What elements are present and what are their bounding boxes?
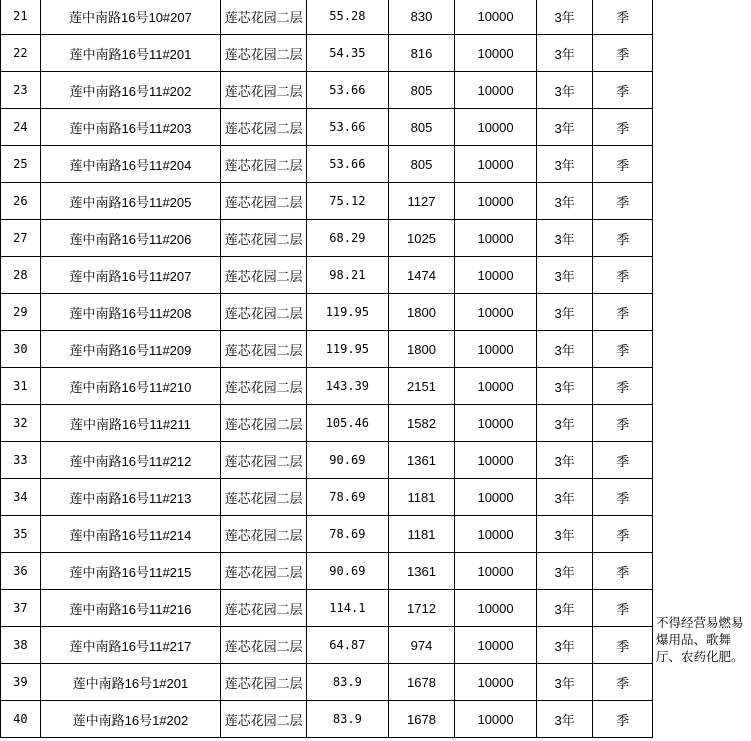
table-row (1, 442, 751, 479)
payment-cell: 季 (593, 183, 653, 220)
row-number-cell: 27 (1, 220, 41, 257)
rent-cell: 805 (388, 146, 455, 183)
payment-cell: 季 (593, 590, 653, 627)
address-cell: 莲中南路16号11#212 (40, 442, 220, 479)
area-cell: 105.46 (307, 405, 389, 442)
location-cell: 莲芯花园二层 (221, 553, 307, 590)
address-cell: 莲中南路16号10#207 (40, 0, 220, 35)
address-cell: 莲中南路16号11#213 (40, 479, 220, 516)
deposit-cell: 10000 (455, 109, 537, 146)
table-row (1, 590, 751, 627)
area-cell: 143.39 (307, 368, 389, 405)
address-cell: 莲中南路16号11#204 (40, 146, 220, 183)
location-cell: 莲芯花园二层 (221, 257, 307, 294)
location-cell: 莲芯花园二层 (221, 664, 307, 701)
location-cell: 莲芯花园二层 (221, 109, 307, 146)
deposit-cell: 10000 (455, 331, 537, 368)
rent-cell: 1474 (388, 257, 455, 294)
rent-cell: 1181 (388, 479, 455, 516)
location-cell: 莲芯花园二层 (221, 368, 307, 405)
payment-cell: 季 (593, 516, 653, 553)
rent-cell: 805 (388, 72, 455, 109)
row-number-cell: 25 (1, 146, 41, 183)
deposit-cell: 10000 (455, 590, 537, 627)
location-cell: 莲芯花园二层 (221, 146, 307, 183)
deposit-cell: 10000 (455, 72, 537, 109)
deposit-cell: 10000 (455, 35, 537, 72)
area-cell: 119.95 (307, 294, 389, 331)
location-cell: 莲芯花园二层 (221, 405, 307, 442)
address-cell: 莲中南路16号11#201 (40, 35, 220, 72)
term-cell: 3年 (536, 627, 593, 664)
rent-cell: 830 (388, 0, 455, 35)
row-number-cell: 40 (1, 701, 41, 738)
area-cell: 53.66 (307, 109, 389, 146)
table-row (1, 553, 751, 590)
table-row (1, 220, 751, 257)
payment-cell: 季 (593, 109, 653, 146)
location-cell: 莲芯花园二层 (221, 627, 307, 664)
row-number-cell: 21 (1, 0, 41, 35)
table-row (1, 627, 751, 664)
address-cell: 莲中南路16号11#209 (40, 331, 220, 368)
address-cell: 莲中南路16号11#205 (40, 183, 220, 220)
row-number-cell: 37 (1, 590, 41, 627)
address-cell: 莲中南路16号11#203 (40, 109, 220, 146)
payment-cell: 季 (593, 0, 653, 35)
location-cell: 莲芯花园二层 (221, 331, 307, 368)
deposit-cell: 10000 (455, 257, 537, 294)
payment-cell: 季 (593, 35, 653, 72)
location-cell: 莲芯花园二层 (221, 294, 307, 331)
area-cell: 119.95 (307, 331, 389, 368)
table-row (1, 257, 751, 294)
deposit-cell: 10000 (455, 220, 537, 257)
term-cell: 3年 (536, 664, 593, 701)
row-number-cell: 38 (1, 627, 41, 664)
rent-cell: 1361 (388, 442, 455, 479)
location-cell: 莲芯花园二层 (221, 442, 307, 479)
area-cell: 78.69 (307, 516, 389, 553)
area-cell: 98.21 (307, 257, 389, 294)
term-cell: 3年 (536, 35, 593, 72)
address-cell: 莲中南路16号1#202 (40, 701, 220, 738)
location-cell: 莲芯花园二层 (221, 183, 307, 220)
deposit-cell: 10000 (455, 146, 537, 183)
payment-cell: 季 (593, 294, 653, 331)
deposit-cell: 10000 (455, 664, 537, 701)
rent-cell: 1582 (388, 405, 455, 442)
row-number-cell: 29 (1, 294, 41, 331)
table-body (1, 0, 751, 738)
payment-cell: 季 (593, 664, 653, 701)
address-cell: 莲中南路16号11#202 (40, 72, 220, 109)
payment-cell: 季 (593, 220, 653, 257)
rent-cell: 1800 (388, 294, 455, 331)
area-cell: 53.66 (307, 146, 389, 183)
payment-cell: 季 (593, 553, 653, 590)
address-cell: 莲中南路16号11#210 (40, 368, 220, 405)
row-number-cell: 23 (1, 72, 41, 109)
table-row (1, 516, 751, 553)
term-cell: 3年 (536, 220, 593, 257)
address-cell: 莲中南路16号1#201 (40, 664, 220, 701)
address-cell: 莲中南路16号11#208 (40, 294, 220, 331)
payment-cell: 季 (593, 627, 653, 664)
term-cell: 3年 (536, 701, 593, 738)
term-cell: 3年 (536, 294, 593, 331)
rent-cell: 1712 (388, 590, 455, 627)
payment-cell: 季 (593, 442, 653, 479)
row-number-cell: 39 (1, 664, 41, 701)
area-cell: 64.87 (307, 627, 389, 664)
table-row (1, 405, 751, 442)
location-cell: 莲芯花园二层 (221, 590, 307, 627)
deposit-cell: 10000 (455, 516, 537, 553)
address-cell: 莲中南路16号11#211 (40, 405, 220, 442)
rent-cell: 1361 (388, 553, 455, 590)
table-row (1, 183, 751, 220)
row-number-cell: 31 (1, 368, 41, 405)
deposit-cell: 10000 (455, 183, 537, 220)
term-cell: 3年 (536, 442, 593, 479)
row-number-cell: 32 (1, 405, 41, 442)
area-cell: 55.28 (307, 0, 389, 35)
address-cell: 莲中南路16号11#217 (40, 627, 220, 664)
term-cell: 3年 (536, 368, 593, 405)
area-cell: 83.9 (307, 664, 389, 701)
rent-cell: 1678 (388, 701, 455, 738)
rent-cell: 816 (388, 35, 455, 72)
area-cell: 78.69 (307, 479, 389, 516)
deposit-cell: 10000 (455, 405, 537, 442)
location-cell: 莲芯花园二层 (221, 516, 307, 553)
term-cell: 3年 (536, 183, 593, 220)
term-cell: 3年 (536, 553, 593, 590)
term-cell: 3年 (536, 405, 593, 442)
note-cell (652, 0, 751, 738)
rent-cell: 1678 (388, 664, 455, 701)
payment-cell: 季 (593, 368, 653, 405)
location-cell: 莲芯花园二层 (221, 72, 307, 109)
table-row (1, 146, 751, 183)
location-cell: 莲芯花园二层 (221, 479, 307, 516)
deposit-cell: 10000 (455, 442, 537, 479)
area-cell: 75.12 (307, 183, 389, 220)
table-row (1, 0, 751, 35)
rent-cell: 2151 (388, 368, 455, 405)
payment-cell: 季 (593, 72, 653, 109)
table-row (1, 664, 751, 701)
location-cell: 莲芯花园二层 (221, 0, 307, 35)
payment-cell: 季 (593, 257, 653, 294)
term-cell: 3年 (536, 0, 593, 35)
row-number-cell: 36 (1, 553, 41, 590)
address-cell: 莲中南路16号11#206 (40, 220, 220, 257)
table-row (1, 368, 751, 405)
term-cell: 3年 (536, 109, 593, 146)
deposit-cell: 10000 (455, 627, 537, 664)
area-cell: 114.1 (307, 590, 389, 627)
rent-cell: 1181 (388, 516, 455, 553)
restriction-note: 不得经营易燃易爆用品、歌舞厅、农药化肥。 (655, 615, 744, 664)
term-cell: 3年 (536, 516, 593, 553)
table-row (1, 701, 751, 738)
table-row (1, 35, 751, 72)
table-row (1, 294, 751, 331)
row-number-cell: 26 (1, 183, 41, 220)
rent-cell: 974 (388, 627, 455, 664)
location-cell: 莲芯花园二层 (221, 220, 307, 257)
row-number-cell: 30 (1, 331, 41, 368)
row-number-cell: 24 (1, 109, 41, 146)
area-cell: 90.69 (307, 442, 389, 479)
payment-cell: 季 (593, 405, 653, 442)
area-cell: 68.29 (307, 220, 389, 257)
term-cell: 3年 (536, 590, 593, 627)
table-row (1, 72, 751, 109)
table-row (1, 331, 751, 368)
rent-cell: 805 (388, 109, 455, 146)
table-row (1, 109, 751, 146)
address-cell: 莲中南路16号11#216 (40, 590, 220, 627)
table-row (1, 479, 751, 516)
area-cell: 53.66 (307, 72, 389, 109)
location-cell: 莲芯花园二层 (221, 35, 307, 72)
address-cell: 莲中南路16号11#214 (40, 516, 220, 553)
term-cell: 3年 (536, 257, 593, 294)
payment-cell: 季 (593, 331, 653, 368)
term-cell: 3年 (536, 479, 593, 516)
deposit-cell: 10000 (455, 294, 537, 331)
row-number-cell: 28 (1, 257, 41, 294)
address-cell: 莲中南路16号11#215 (40, 553, 220, 590)
area-cell: 83.9 (307, 701, 389, 738)
deposit-cell: 10000 (455, 0, 537, 35)
deposit-cell: 10000 (455, 553, 537, 590)
area-cell: 90.69 (307, 553, 389, 590)
address-cell: 莲中南路16号11#207 (40, 257, 220, 294)
deposit-cell: 10000 (455, 701, 537, 738)
location-cell: 莲芯花园二层 (221, 701, 307, 738)
term-cell: 3年 (536, 146, 593, 183)
payment-cell: 季 (593, 479, 653, 516)
deposit-cell: 10000 (455, 368, 537, 405)
rent-cell: 1025 (388, 220, 455, 257)
rent-cell: 1800 (388, 331, 455, 368)
area-cell: 54.35 (307, 35, 389, 72)
row-number-cell: 35 (1, 516, 41, 553)
row-number-cell: 22 (1, 35, 41, 72)
deposit-cell: 10000 (455, 479, 537, 516)
payment-cell: 季 (593, 146, 653, 183)
row-number-cell: 33 (1, 442, 41, 479)
term-cell: 3年 (536, 72, 593, 109)
term-cell: 3年 (536, 331, 593, 368)
row-number-cell: 34 (1, 479, 41, 516)
rent-cell: 1127 (388, 183, 455, 220)
payment-cell: 季 (593, 701, 653, 738)
